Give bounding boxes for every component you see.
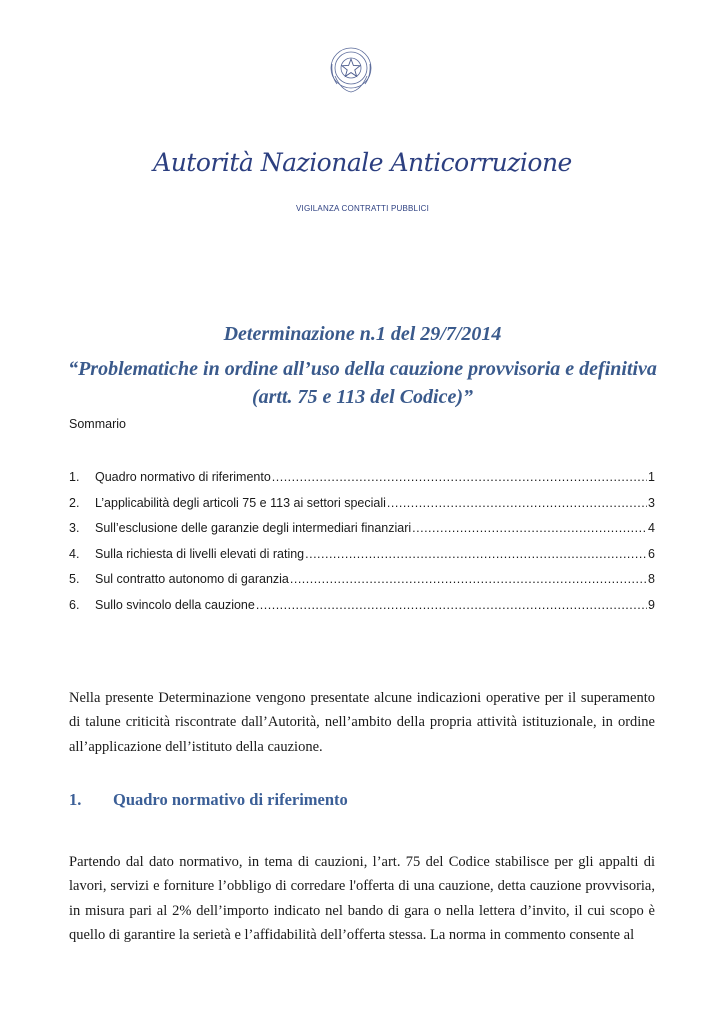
toc-item-title: Sull’esclusione delle garanzie degli intermediari finanziari [95,521,412,536]
toc-leader-dots [256,598,647,612]
document-subtitle: “Problematiche in ordine all’uso della cauzione provvisoria e definitiva (artt. 75 e 113 del Codice)” [68,358,657,408]
agency-name: Autorità Nazionale Anticorruzione [153,148,572,177]
toc-leader-dots [305,547,647,561]
toc-label: Sommario [69,417,126,431]
italian-republic-emblem-icon [329,46,373,94]
department-name: VIGILANZA CONTRATTI PUBBLICI [295,204,430,213]
toc-item-page: 9 [648,597,655,612]
toc-item-1[interactable] [69,470,655,496]
toc-item-3[interactable] [69,521,655,547]
toc-item-4[interactable] [69,547,655,573]
toc-leader-dots [272,470,647,484]
toc-item-number: 1. [69,470,80,484]
section-1-paragraph: Partendo dal dato normativo, in tema di cauzioni, l’art. 75 del Codice stabilisce per gli appalti di lavori, servizi e forniture l’obbligo di corredare l'offerta di una cauzione, detta cauzione provvisoria, in misura pari al 2% dell’importo indicato nel bando di gara o nella lettera d’invito, il cui scopo è quello di garantire la serietà e l’affidabilità dell’offerta stessa. La norma in commento consente al [69,854,655,943]
toc-item-number: 2. [69,495,80,510]
toc-item-page: 3 [648,495,655,510]
intro-paragraph: Nella presente Determinazione vengono presentate alcune indicazioni operative per il superamento di talune criticità riscontrate dall’Autorità, nell’ambito della propria attività istituzionale, in ordine all’applicazione dell’istituto della cauzione. [69,690,655,755]
toc-item-number: 3. [69,521,80,536]
toc-item-page: 8 [648,572,655,587]
section-title: Quadro normativo di riferimento [113,790,348,809]
toc-item-page: 1 [648,470,655,484]
table-of-contents [69,470,655,624]
toc-item-2[interactable] [69,496,655,522]
section-heading-1 [69,790,348,810]
toc-item-title: Sulla richiesta di livelli elevati di rating [95,546,305,561]
document-title: Determinazione n.1 del 29/7/2014 [223,323,502,345]
toc-item-page: 6 [648,546,655,561]
section-number: 1. [69,790,82,809]
toc-leader-dots [387,496,647,510]
toc-item-5[interactable] [69,572,655,598]
toc-leader-dots [412,521,647,535]
toc-item-title: Sullo svincolo della cauzione [95,597,255,612]
toc-item-title: L’applicabilità degli articoli 75 e 113 ai settori speciali [95,495,386,510]
toc-item-title: Quadro normativo di riferimento [95,470,271,484]
toc-leader-dots [290,572,647,586]
toc-item-6[interactable] [69,598,655,624]
toc-item-title: Sul contratto autonomo di garanzia [95,572,289,587]
toc-item-number: 4. [69,546,80,561]
toc-item-number: 5. [69,572,80,587]
toc-item-number: 6. [69,597,80,612]
toc-item-page: 4 [648,521,655,536]
